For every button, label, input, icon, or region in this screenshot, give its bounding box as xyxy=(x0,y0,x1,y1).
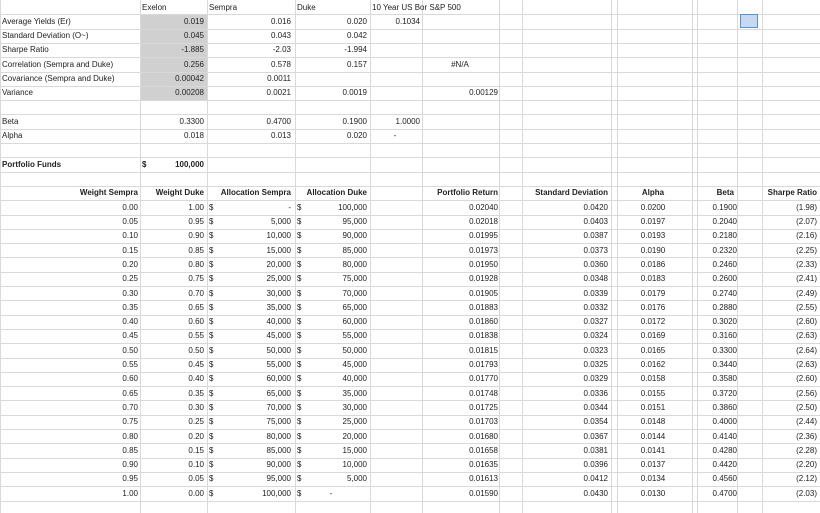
allocation-sempra[interactable]: 40,000 xyxy=(266,317,291,327)
portfolio-return[interactable]: 0.01703 xyxy=(469,417,498,427)
currency-sign[interactable]: $ xyxy=(209,431,214,441)
col-weight-duke[interactable]: Weight Duke xyxy=(155,188,204,198)
portfolio-return[interactable]: 0.01905 xyxy=(469,288,498,298)
beta[interactable]: 0.2460 xyxy=(712,259,737,269)
standard-deviation[interactable]: 0.0381 xyxy=(583,445,608,455)
alpha[interactable]: 0.0186 xyxy=(640,259,666,269)
currency-sign[interactable]: $ xyxy=(209,274,214,284)
portfolio-return[interactable]: 0.01635 xyxy=(469,460,498,470)
stat-sempra[interactable]: 0.043 xyxy=(270,31,291,41)
allocation-duke[interactable]: 5,000 xyxy=(346,474,367,484)
ba-sempra[interactable]: 0.4700 xyxy=(266,116,291,126)
weight-sempra[interactable]: 0.55 xyxy=(122,360,138,369)
allocation-duke[interactable]: 85,000 xyxy=(342,245,367,255)
currency-sign[interactable]: $ xyxy=(297,245,302,255)
currency-sign[interactable]: $ xyxy=(297,288,302,298)
alpha[interactable]: 0.0162 xyxy=(640,360,666,369)
col-sharpe-ratio[interactable]: Sharpe Ratio xyxy=(767,188,817,198)
alpha[interactable]: 0.0179 xyxy=(640,288,666,298)
weight-sempra[interactable]: 0.95 xyxy=(122,474,138,484)
allocation-duke[interactable]: 20,000 xyxy=(342,431,367,441)
sharpe-ratio[interactable]: (2.25) xyxy=(796,245,817,255)
currency-sign[interactable]: $ xyxy=(209,488,214,498)
portfolio-return[interactable]: 0.01860 xyxy=(469,317,498,327)
standard-deviation[interactable]: 0.0324 xyxy=(583,331,608,341)
beta[interactable]: 0.2880 xyxy=(712,302,737,312)
portfolio-return[interactable]: 0.01793 xyxy=(469,360,498,369)
alpha[interactable]: 0.0183 xyxy=(640,274,666,284)
sharpe-ratio[interactable]: (2.63) xyxy=(796,331,817,341)
col-weight-sempra[interactable]: Weight Sempra xyxy=(79,188,138,198)
currency-sign[interactable]: $ xyxy=(209,245,214,255)
currency-sign[interactable]: $ xyxy=(297,202,302,212)
weight-sempra[interactable]: 0.85 xyxy=(122,445,138,455)
sharpe-ratio[interactable]: (2.36) xyxy=(796,431,817,441)
allocation-sempra[interactable]: 95,000 xyxy=(266,474,291,484)
weight-sempra[interactable]: 0.90 xyxy=(122,460,138,470)
standard-deviation[interactable]: 0.0412 xyxy=(583,474,608,484)
currency-sign[interactable]: $ xyxy=(209,402,214,412)
stat-sempra[interactable]: 0.578 xyxy=(270,59,291,69)
stat-duke[interactable] xyxy=(295,72,367,86)
currency-sign[interactable]: $ xyxy=(297,217,302,226)
ba-market[interactable]: 1.0000 xyxy=(395,116,420,126)
stat-sempra[interactable]: 0.0021 xyxy=(266,88,291,98)
sharpe-ratio[interactable]: (2.28) xyxy=(796,445,817,455)
stat-duke[interactable]: 0.157 xyxy=(346,59,367,69)
funds-amount[interactable]: 100,000 xyxy=(175,159,204,169)
col-beta[interactable]: Beta xyxy=(716,188,734,198)
beta[interactable]: 0.1900 xyxy=(712,202,737,212)
standard-deviation[interactable]: 0.0430 xyxy=(583,488,608,498)
beta[interactable]: 0.3580 xyxy=(712,374,737,384)
alpha[interactable]: 0.0151 xyxy=(640,402,666,412)
weight-sempra[interactable]: 0.75 xyxy=(122,417,138,427)
standard-deviation[interactable]: 0.0348 xyxy=(583,274,608,284)
portfolio-return[interactable]: 0.01590 xyxy=(469,488,498,498)
allocation-duke[interactable]: 95,000 xyxy=(342,217,367,226)
alpha[interactable]: 0.0165 xyxy=(640,345,666,355)
sharpe-ratio[interactable]: (2.60) xyxy=(796,317,817,327)
beta[interactable]: 0.3860 xyxy=(712,402,737,412)
beta[interactable]: 0.4700 xyxy=(712,488,737,498)
ba-label[interactable]: Beta xyxy=(2,116,19,126)
currency-sign[interactable]: $ xyxy=(209,474,214,484)
alpha[interactable]: 0.0134 xyxy=(640,474,666,484)
portfolio-return[interactable]: 0.02040 xyxy=(469,202,498,212)
weight-duke[interactable]: 0.55 xyxy=(188,331,204,341)
beta[interactable]: 0.4140 xyxy=(712,431,737,441)
allocation-duke[interactable]: 70,000 xyxy=(342,288,367,298)
beta[interactable]: 0.4560 xyxy=(712,474,737,484)
weight-duke[interactable]: 0.10 xyxy=(188,460,204,470)
currency-sign[interactable]: $ xyxy=(297,302,302,312)
sharpe-ratio[interactable]: (2.16) xyxy=(796,231,817,241)
standard-deviation[interactable]: 0.0327 xyxy=(583,317,608,327)
alpha[interactable]: 0.0190 xyxy=(640,245,666,255)
beta[interactable]: 0.2320 xyxy=(712,245,737,255)
beta[interactable]: 0.2600 xyxy=(712,274,737,284)
beta[interactable]: 0.3720 xyxy=(712,388,737,398)
ba-exelon[interactable]: 0.018 xyxy=(183,131,204,141)
currency-sign[interactable]: $ xyxy=(209,388,214,398)
weight-sempra[interactable]: 0.65 xyxy=(122,388,138,398)
header-sempra[interactable]: Sempra xyxy=(209,2,238,12)
funds-label[interactable]: Portfolio Funds xyxy=(2,159,62,169)
portfolio-return[interactable]: 0.01770 xyxy=(469,374,498,384)
weight-sempra[interactable]: 0.10 xyxy=(122,231,138,241)
weight-duke[interactable]: 0.35 xyxy=(188,388,204,398)
sharpe-ratio[interactable]: (2.56) xyxy=(796,388,817,398)
stat-sempra[interactable]: 0.0011 xyxy=(267,74,291,83)
standard-deviation[interactable]: 0.0325 xyxy=(583,360,608,369)
allocation-sempra[interactable]: 80,000 xyxy=(266,431,291,441)
sharpe-ratio[interactable]: (2.07) xyxy=(796,217,817,226)
allocation-duke[interactable]: 80,000 xyxy=(342,259,367,269)
weight-sempra[interactable]: 0.20 xyxy=(122,259,138,269)
allocation-duke[interactable]: - xyxy=(329,488,333,498)
weight-duke[interactable]: 0.75 xyxy=(188,274,204,284)
standard-deviation[interactable]: 0.0373 xyxy=(583,245,608,255)
allocation-sempra[interactable]: 5,000 xyxy=(270,217,291,226)
beta[interactable]: 0.3020 xyxy=(712,317,737,327)
currency-sign[interactable]: $ xyxy=(297,488,302,498)
portfolio-return[interactable]: 0.01658 xyxy=(469,445,498,455)
weight-sempra[interactable]: 0.15 xyxy=(122,245,138,255)
allocation-sempra[interactable]: 20,000 xyxy=(266,259,291,269)
portfolio-return[interactable]: 0.01680 xyxy=(469,431,498,441)
currency-sign[interactable]: $ xyxy=(209,374,214,384)
allocation-sempra[interactable]: 70,000 xyxy=(266,402,291,412)
standard-deviation[interactable]: 0.0354 xyxy=(583,417,608,427)
portfolio-return[interactable]: 0.01883 xyxy=(469,302,498,312)
allocation-sempra[interactable]: 35,000 xyxy=(266,302,291,312)
stat-duke[interactable]: -1.994 xyxy=(344,45,367,55)
sharpe-ratio[interactable]: (2.20) xyxy=(796,460,817,470)
currency-sign[interactable]: $ xyxy=(297,431,302,441)
stat-label[interactable]: Standard Deviation (O~) xyxy=(2,31,89,41)
allocation-sempra[interactable]: 100,000 xyxy=(262,488,291,498)
currency-sign[interactable]: $ xyxy=(297,417,302,427)
col-allocation-sempra[interactable]: Allocation Sempra xyxy=(220,188,291,198)
currency-sign[interactable]: $ xyxy=(209,445,214,455)
weight-duke[interactable]: 0.00 xyxy=(188,488,204,498)
stat-exelon[interactable]: 0.00208 xyxy=(175,88,204,98)
stat-exelon[interactable]: -1.885 xyxy=(181,45,204,55)
allocation-sempra[interactable]: 10,000 xyxy=(266,231,291,241)
stat-label[interactable]: Correlation (Sempra and Duke) xyxy=(2,59,114,69)
sharpe-ratio[interactable]: (2.33) xyxy=(796,259,817,269)
header-duke[interactable]: Duke xyxy=(297,2,316,12)
allocation-duke[interactable]: 100,000 xyxy=(338,202,367,212)
allocation-duke[interactable]: 75,000 xyxy=(342,274,367,284)
allocation-sempra[interactable]: 85,000 xyxy=(266,445,291,455)
stat-sp500[interactable]: 0.00129 xyxy=(469,88,498,98)
ba-exelon[interactable]: 0.3300 xyxy=(179,116,204,126)
portfolio-return[interactable]: 0.01995 xyxy=(469,231,498,241)
weight-duke[interactable]: 0.60 xyxy=(188,317,204,327)
currency-sign[interactable]: $ xyxy=(297,402,302,412)
currency-sign[interactable]: $ xyxy=(209,317,214,327)
stat-sempra[interactable]: -2.03 xyxy=(272,45,291,55)
stat-label[interactable]: Sharpe Ratio xyxy=(2,45,49,55)
allocation-duke[interactable]: 50,000 xyxy=(342,345,367,355)
allocation-sempra[interactable]: 50,000 xyxy=(266,345,291,355)
stat-label[interactable]: Covariance (Sempra and Duke) xyxy=(2,74,115,83)
allocation-duke[interactable]: 15,000 xyxy=(342,445,367,455)
currency-sign[interactable]: $ xyxy=(297,474,302,484)
weight-sempra[interactable]: 0.40 xyxy=(122,317,138,327)
stat-label[interactable]: Variance xyxy=(2,88,33,98)
allocation-sempra[interactable]: 55,000 xyxy=(266,360,291,369)
portfolio-return[interactable]: 0.01725 xyxy=(469,402,498,412)
weight-duke[interactable]: 0.25 xyxy=(188,417,204,427)
currency-sign[interactable]: $ xyxy=(209,460,214,470)
beta[interactable]: 0.4420 xyxy=(712,460,737,470)
currency-sign[interactable]: $ xyxy=(209,231,214,241)
header-treasury[interactable]: 10 Year US Bor S&P 500 xyxy=(372,2,461,12)
portfolio-return[interactable]: 0.01613 xyxy=(469,474,498,484)
alpha[interactable]: 0.0169 xyxy=(640,331,666,341)
alpha[interactable]: 0.0148 xyxy=(640,417,666,427)
allocation-duke[interactable]: 90,000 xyxy=(342,231,367,241)
allocation-duke[interactable]: 60,000 xyxy=(342,317,367,327)
allocation-duke[interactable]: 35,000 xyxy=(342,388,367,398)
stat-treasury[interactable]: 0.1034 xyxy=(395,16,420,26)
standard-deviation[interactable]: 0.0323 xyxy=(583,345,608,355)
stat-duke[interactable]: 0.0019 xyxy=(342,88,367,98)
sharpe-ratio[interactable]: (2.63) xyxy=(796,360,817,369)
portfolio-return[interactable]: 0.01815 xyxy=(469,345,498,355)
allocation-sempra[interactable]: 30,000 xyxy=(266,288,291,298)
alpha[interactable]: 0.0144 xyxy=(640,431,666,441)
weight-duke[interactable]: 0.95 xyxy=(188,217,204,226)
standard-deviation[interactable]: 0.0367 xyxy=(583,431,608,441)
ba-duke[interactable]: 0.020 xyxy=(346,131,367,141)
sharpe-ratio[interactable]: (1.98) xyxy=(796,202,817,212)
allocation-sempra[interactable]: - xyxy=(288,202,291,212)
stat-label[interactable]: Average Yields (Er) xyxy=(2,16,71,26)
weight-sempra[interactable]: 0.70 xyxy=(122,402,138,412)
allocation-sempra[interactable]: 25,000 xyxy=(266,274,291,284)
sharpe-ratio[interactable]: (2.03) xyxy=(796,488,817,498)
weight-duke[interactable]: 0.45 xyxy=(188,360,204,369)
alpha[interactable]: 0.0158 xyxy=(640,374,666,384)
currency-sign[interactable]: $ xyxy=(209,259,214,269)
standard-deviation[interactable]: 0.0332 xyxy=(583,302,608,312)
currency-sign[interactable]: $ xyxy=(297,345,302,355)
standard-deviation[interactable]: 0.0396 xyxy=(583,460,608,470)
alpha[interactable]: 0.0137 xyxy=(640,460,666,470)
weight-duke[interactable]: 0.90 xyxy=(188,231,204,241)
stat-duke[interactable]: 0.020 xyxy=(346,16,367,26)
weight-sempra[interactable]: 0.30 xyxy=(122,288,138,298)
currency-sign[interactable]: $ xyxy=(297,388,302,398)
header-exelon[interactable]: Exelon xyxy=(142,2,167,12)
standard-deviation[interactable]: 0.0344 xyxy=(583,402,608,412)
alpha[interactable]: 0.0141 xyxy=(640,445,666,455)
currency-sign[interactable]: $ xyxy=(297,445,302,455)
currency-sign[interactable]: $ xyxy=(297,274,302,284)
ba-label[interactable]: Alpha xyxy=(2,131,23,141)
weight-duke[interactable]: 0.20 xyxy=(188,431,204,441)
currency-sign[interactable]: $ xyxy=(209,288,214,298)
currency-sign[interactable]: $ xyxy=(209,202,214,212)
allocation-sempra[interactable]: 75,000 xyxy=(266,417,291,427)
currency-sign[interactable]: $ xyxy=(209,417,214,427)
sharpe-ratio[interactable]: (2.60) xyxy=(796,374,817,384)
weight-duke[interactable]: 0.70 xyxy=(188,288,204,298)
weight-sempra[interactable]: 0.35 xyxy=(122,302,138,312)
standard-deviation[interactable]: 0.0360 xyxy=(583,259,608,269)
stat-duke[interactable]: 0.042 xyxy=(346,31,367,41)
weight-sempra[interactable]: 1.00 xyxy=(122,488,138,498)
weight-duke[interactable]: 0.50 xyxy=(188,345,204,355)
standard-deviation[interactable]: 0.0329 xyxy=(583,374,608,384)
alpha[interactable]: 0.0200 xyxy=(640,202,666,212)
beta[interactable]: 0.3300 xyxy=(712,345,737,355)
beta[interactable]: 0.4280 xyxy=(712,445,737,455)
portfolio-return[interactable]: 0.01928 xyxy=(469,274,498,284)
weight-duke[interactable]: 0.80 xyxy=(188,259,204,269)
allocation-duke[interactable]: 10,000 xyxy=(342,460,367,470)
col-allocation-duke[interactable]: Allocation Duke xyxy=(306,188,367,198)
currency-sign[interactable]: $ xyxy=(209,217,214,226)
currency-sign[interactable]: $ xyxy=(297,259,302,269)
stat-na[interactable]: #N/A xyxy=(451,59,469,69)
col-standard-deviation[interactable]: Standard Deviation xyxy=(535,188,608,198)
sharpe-ratio[interactable]: (2.44) xyxy=(796,417,817,427)
alpha[interactable]: 0.0176 xyxy=(640,302,666,312)
alpha[interactable]: 0.0130 xyxy=(640,488,666,498)
portfolio-return[interactable]: 0.01838 xyxy=(469,331,498,341)
weight-sempra[interactable]: 0.80 xyxy=(122,431,138,441)
col-alpha[interactable]: Alpha xyxy=(641,188,665,198)
ba-sempra[interactable]: 0.013 xyxy=(270,131,291,141)
currency-sign[interactable]: $ xyxy=(209,345,214,355)
allocation-duke[interactable]: 40,000 xyxy=(342,374,367,384)
allocation-duke[interactable]: 55,000 xyxy=(342,331,367,341)
stat-exelon[interactable]: 0.00042 xyxy=(175,74,204,83)
stat-exelon[interactable]: 0.045 xyxy=(183,31,204,41)
col-portfolio-return[interactable]: Portfolio Return xyxy=(437,188,498,198)
weight-duke[interactable]: 0.15 xyxy=(188,445,204,455)
currency-sign[interactable]: $ xyxy=(209,360,214,369)
currency-sign[interactable]: $ xyxy=(297,360,302,369)
alpha[interactable]: 0.0155 xyxy=(640,388,666,398)
currency-sign[interactable]: $ xyxy=(209,331,214,341)
weight-sempra[interactable]: 0.25 xyxy=(122,274,138,284)
weight-duke[interactable]: 1.00 xyxy=(188,202,204,212)
weight-sempra[interactable]: 0.00 xyxy=(122,202,138,212)
beta[interactable]: 0.2040 xyxy=(712,217,737,226)
allocation-sempra[interactable]: 60,000 xyxy=(266,374,291,384)
sharpe-ratio[interactable]: (2.64) xyxy=(796,345,817,355)
currency-sign[interactable]: $ xyxy=(297,317,302,327)
portfolio-return[interactable]: 0.01950 xyxy=(469,259,498,269)
standard-deviation[interactable]: 0.0420 xyxy=(583,202,608,212)
beta[interactable]: 0.2740 xyxy=(712,288,737,298)
sharpe-ratio[interactable]: (2.50) xyxy=(796,402,817,412)
standard-deviation[interactable]: 0.0336 xyxy=(583,388,608,398)
alpha[interactable]: 0.0193 xyxy=(640,231,666,241)
sharpe-ratio[interactable]: (2.41) xyxy=(796,274,817,284)
sharpe-ratio[interactable]: (2.49) xyxy=(796,288,817,298)
funds-currency[interactable]: $ xyxy=(142,159,147,169)
allocation-duke[interactable]: 25,000 xyxy=(342,417,367,427)
portfolio-return[interactable]: 0.01973 xyxy=(469,245,498,255)
weight-duke[interactable]: 0.05 xyxy=(188,474,204,484)
allocation-duke[interactable]: 65,000 xyxy=(342,302,367,312)
sharpe-ratio[interactable]: (2.55) xyxy=(796,302,817,312)
standard-deviation[interactable]: 0.0403 xyxy=(583,217,608,226)
currency-sign[interactable]: $ xyxy=(297,374,302,384)
allocation-sempra[interactable]: 45,000 xyxy=(266,331,291,341)
weight-sempra[interactable]: 0.45 xyxy=(122,331,138,341)
sharpe-ratio[interactable]: (2.12) xyxy=(796,474,817,484)
weight-sempra[interactable]: 0.50 xyxy=(122,345,138,355)
weight-duke[interactable]: 0.40 xyxy=(188,374,204,384)
currency-sign[interactable]: $ xyxy=(297,331,302,341)
stat-sempra[interactable]: 0.016 xyxy=(270,16,291,26)
weight-duke[interactable]: 0.65 xyxy=(188,302,204,312)
beta[interactable]: 0.4000 xyxy=(712,417,737,427)
stat-exelon[interactable]: 0.256 xyxy=(183,59,204,69)
allocation-sempra[interactable]: 90,000 xyxy=(266,460,291,470)
portfolio-return[interactable]: 0.02018 xyxy=(469,217,498,226)
standard-deviation[interactable]: 0.0339 xyxy=(583,288,608,298)
allocation-duke[interactable]: 45,000 xyxy=(342,360,367,369)
beta[interactable]: 0.2180 xyxy=(712,231,737,241)
ba-duke[interactable]: 0.1900 xyxy=(342,116,367,126)
alpha[interactable]: 0.0197 xyxy=(640,217,666,226)
weight-duke[interactable]: 0.30 xyxy=(188,402,204,412)
alpha[interactable]: 0.0172 xyxy=(640,317,666,327)
currency-sign[interactable]: $ xyxy=(297,460,302,470)
beta[interactable]: 0.3440 xyxy=(712,360,737,369)
currency-sign[interactable]: $ xyxy=(297,231,302,241)
standard-deviation[interactable]: 0.0387 xyxy=(583,231,608,241)
portfolio-return[interactable]: 0.01748 xyxy=(469,388,498,398)
ba-market[interactable]: - xyxy=(393,131,397,141)
allocation-sempra[interactable]: 65,000 xyxy=(266,388,291,398)
beta[interactable]: 0.3160 xyxy=(712,331,737,341)
selected-cell[interactable] xyxy=(740,14,758,28)
weight-sempra[interactable]: 0.05 xyxy=(122,217,138,226)
allocation-duke[interactable]: 30,000 xyxy=(342,402,367,412)
weight-sempra[interactable]: 0.60 xyxy=(122,374,138,384)
currency-sign[interactable]: $ xyxy=(209,302,214,312)
weight-duke[interactable]: 0.85 xyxy=(188,245,204,255)
allocation-sempra[interactable]: 15,000 xyxy=(266,245,291,255)
stat-exelon[interactable]: 0.019 xyxy=(183,16,204,26)
